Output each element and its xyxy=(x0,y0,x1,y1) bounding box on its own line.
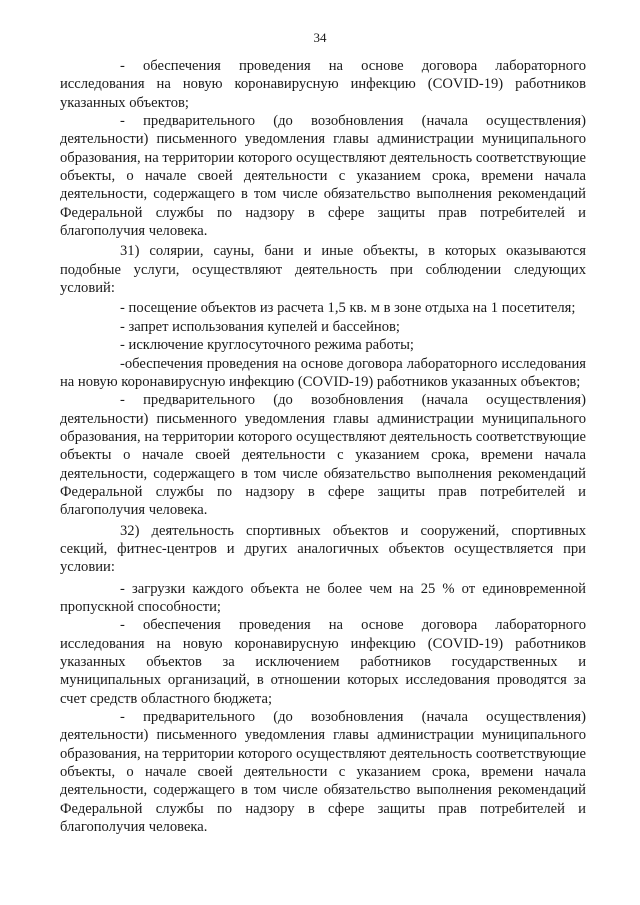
paragraph-capacity: - загрузки каждого объекта не более чем на 25 % от единовременной пропускной способности; xyxy=(60,580,586,615)
paragraph-lab-testing-2: -обеспечения проведения на основе договора лабораторного исследования на новую коронавирусную инфекцию (COVID-19) работников указанных объектов; xyxy=(60,355,586,390)
paragraph-notification-3: - предварительного (до возобновления (начала осуществления) деятельности) письменного уведомления главы администрации муниципального образования, на территории которого осуществляют деятельность соответствующие объекты, о начале своей деятельности с указанием срока, времени начала деятельности, содержащего в том числе обязательство выполнения рекомендаций Федеральной службы по надзору в сфере защиты прав потребителей и благополучия человека. xyxy=(60,709,586,836)
paragraph-lab-testing-1: - обеспечения проведения на основе договора лабораторного исследования на новую коронавирусную инфекцию (COVID-19) работников указанных объектов; xyxy=(60,58,586,111)
paragraph-notification-1: - предварительного (до возобновления (начала осуществления) деятельности) письменного уведомления главы администрации муниципального образования, на территории которого осуществляют деятельность соответствующие объекты, о начале своей деятельности с указанием срока, времени начала деятельности, содержащего в том числе обязательство выполнения рекомендаций Федеральной службы по надзору в сфере защиты прав потребителей и благополучия человека. xyxy=(60,113,586,240)
document-body xyxy=(60,57,586,836)
paragraph-item-32: 32) деятельность спортивных объектов и сооружений, спортивных секций, фитнес-центров и других аналогичных объектов осуществляется при условии: xyxy=(60,522,586,576)
paragraph-notification-2: - предварительного (до возобновления (начала осуществления) деятельности) письменного уведомления главы администрации муниципального образования, на территории которого осуществляют деятельность соответствующие объекты о начале своей деятельности с указанием срока, времени начала деятельности, содержащего в том числе обязательство выполнения рекомендаций Федеральной службы по надзору в сфере защиты прав потребителей и благополучия человека. xyxy=(60,392,586,519)
paragraph-lab-testing-3: - обеспечения проведения на основе договора лабораторного исследования на новую коронавирусную инфекцию (COVID-19) работников указанных объектов за исключением работников государственных и муниципальных организаций, в отношении которых исследования проводятся за счет средств областного бюджета; xyxy=(60,617,586,707)
paragraph-visitor-area: - посещение объектов из расчета 1,5 кв. м в зоне отдыха на 1 посетителя; xyxy=(120,300,576,317)
paragraph-pool-ban: - запрет использования купелей и бассейнов; xyxy=(120,318,400,335)
paragraph-item-31: 31) солярии, сауны, бани и иные объекты, в которых оказываются подобные услуги, осуществляют деятельность при соблюдении следующих условий: xyxy=(60,243,586,297)
paragraph-no-24h: - исключение круглосуточного режима работы; xyxy=(120,337,414,354)
page-number: 34 xyxy=(313,30,327,45)
